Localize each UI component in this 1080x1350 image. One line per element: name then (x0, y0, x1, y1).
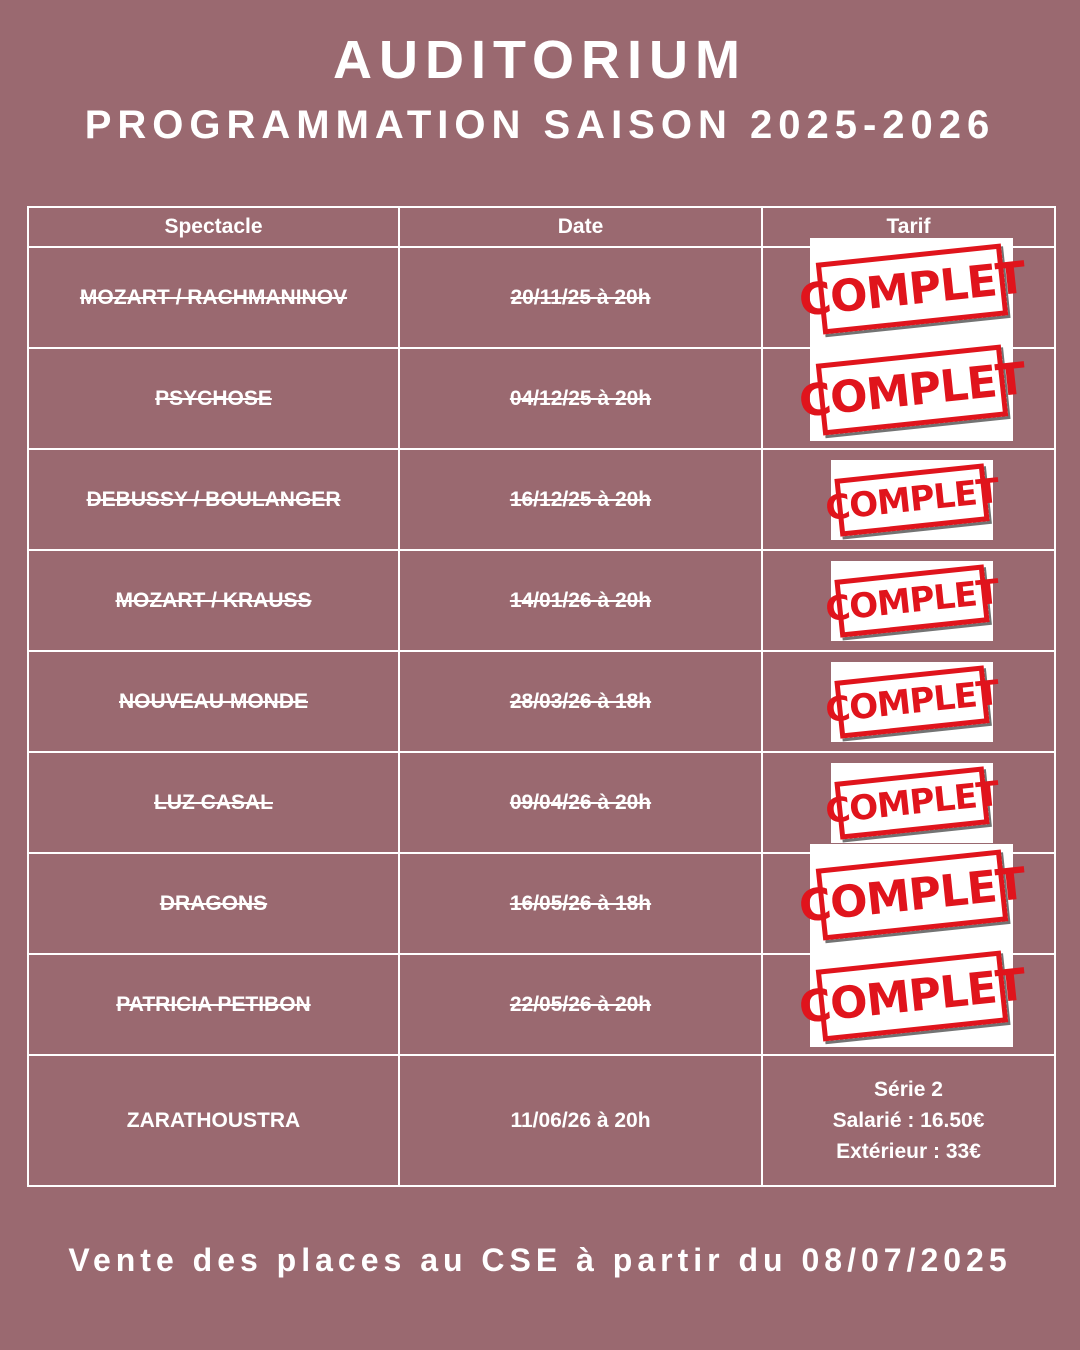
date-cell: 14/01/26 à 20h (399, 550, 762, 651)
date-cell: 28/03/26 à 18h (399, 651, 762, 752)
table-row (28, 550, 1055, 651)
complet-stamp-label: COMPLET (815, 950, 1008, 1041)
tarif-serie: Série 2 (874, 1078, 943, 1101)
date-cell: 22/05/26 à 20h (399, 954, 762, 1055)
complet-stamp (823, 662, 1001, 742)
sale-notice: Vente des places au CSE à partir du 08/07/2025 (68, 1242, 1012, 1278)
complet-stamp-label: COMPLET (834, 463, 989, 536)
tarif-cell (762, 954, 1055, 1055)
complet-stamp (823, 561, 1001, 641)
date-cell: 09/04/26 à 20h (399, 752, 762, 853)
table-row (28, 954, 1055, 1055)
tarif-cell (762, 550, 1055, 651)
complet-stamp-label: COMPLET (815, 243, 1008, 334)
table-row (28, 247, 1055, 348)
column-header-date: Date (399, 207, 762, 247)
table-row (28, 651, 1055, 752)
spectacle-cell: MOZART / RACHMANINOV (28, 247, 399, 348)
spectacle-cell: MOZART / KRAUSS (28, 550, 399, 651)
table-row (28, 752, 1055, 853)
complet-stamp (796, 238, 1027, 340)
date-cell: 16/05/26 à 18h (399, 853, 762, 954)
spectacle-cell: DEBUSSY / BOULANGER (28, 449, 399, 550)
tarif-cell (762, 449, 1055, 550)
complet-stamp (823, 460, 1001, 540)
tarif-cell (762, 853, 1055, 954)
table-row (28, 449, 1055, 550)
tarif-cell (762, 752, 1055, 853)
page-title: AUDITORIUM (333, 30, 747, 90)
complet-stamp (823, 763, 1001, 843)
spectacle-cell: LUZ CASAL (28, 752, 399, 853)
spectacle-cell: NOUVEAU MONDE (28, 651, 399, 752)
date-cell: 11/06/26 à 20h (399, 1055, 762, 1186)
spectacle-cell: ZARATHOUSTRA (28, 1055, 399, 1186)
page-subtitle: PROGRAMMATION SAISON 2025-2026 (84, 103, 996, 147)
complet-stamp-label: COMPLET (815, 849, 1008, 940)
spectacle-cell: DRAGONS (28, 853, 399, 954)
date-cell: 20/11/25 à 20h (399, 247, 762, 348)
tarif-cell (762, 247, 1055, 348)
date-cell: 16/12/25 à 20h (399, 449, 762, 550)
date-cell: 04/12/25 à 20h (399, 348, 762, 449)
column-header-tarif: Tarif (762, 207, 1055, 247)
complet-stamp (796, 945, 1027, 1047)
table-row (28, 1055, 1055, 1186)
complet-stamp-label: COMPLET (834, 766, 989, 839)
complet-stamp (796, 339, 1027, 441)
tarif-cell (762, 1055, 1055, 1186)
tarif-salarie: Salarié : 16.50€ (832, 1109, 985, 1132)
table-row (28, 853, 1055, 954)
program-table (27, 206, 1056, 1187)
complet-stamp-label: COMPLET (834, 665, 989, 738)
tarif-exterieur: Extérieur : 33€ (836, 1140, 981, 1163)
spectacle-cell: PATRICIA PETIBON (28, 954, 399, 1055)
column-header-spectacle: Spectacle (28, 207, 399, 247)
complet-stamp-label: COMPLET (834, 564, 989, 637)
table-row (28, 348, 1055, 449)
tarif-cell (762, 651, 1055, 752)
complet-stamp (796, 844, 1027, 946)
tarif-cell (762, 348, 1055, 449)
complet-stamp-label: COMPLET (815, 344, 1008, 435)
spectacle-cell: PSYCHOSE (28, 348, 399, 449)
